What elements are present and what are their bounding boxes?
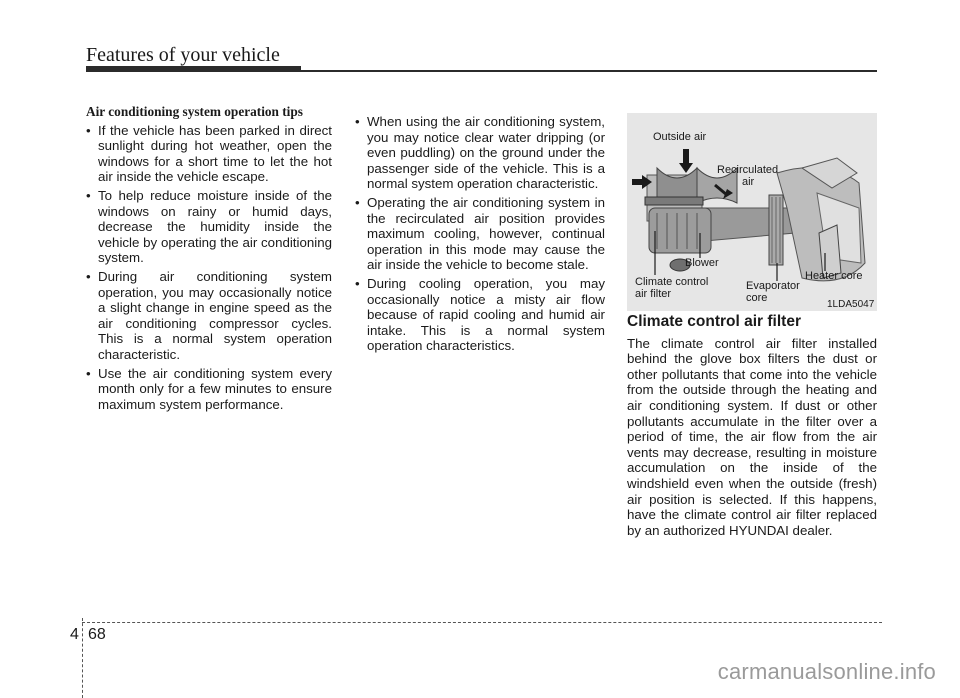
section-heading-ac-tips: Air conditioning system operation tips [86, 104, 303, 119]
filter-label-line-2: air filter [635, 288, 672, 300]
evaporator-label-line-1: Evaporator [746, 280, 800, 292]
air-filter-paragraph: The climate control air filter installed behind the glove box filters the dust or other pollutants that come into the vehicle from the outside through the heating and air conditioning system. If dust or other pollutants accumulate in the filter over a period of time, the air flow from the air vents may decrease, resulting in moisture accumulation on the inside of the windshield even when the outside (fresh) air position is selected. If this happens, have the climate control air filter replaced by an authorized HYUNDAI dealer. [627, 335, 877, 538]
outside-air-label: Outside air [653, 131, 707, 143]
list-item: • If the vehicle has been parked in direct sunlight during hot weather, open the windows for a short time to let the hot air inside the vehicle escape. [86, 123, 332, 185]
heater-core-label: Heater core [805, 270, 863, 282]
figure-code: 1LDA5047 [827, 299, 875, 310]
list-item: • During cooling operation, you may occasionally notice a misty air flow because of rapid cooling and humid air intake. This is a normal system operation characteristics. [355, 276, 605, 354]
list-item: • During air conditioning system operation, you may occasionally notice a slight change in engine speed as the air conditioning compressor cycles. This is a normal system operation characteristic. [86, 269, 332, 363]
ac-tips-list-continued [355, 114, 605, 354]
header-bar [86, 66, 301, 72]
page-number: 68 [88, 626, 106, 643]
column-middle [355, 114, 605, 357]
header-rule [301, 70, 877, 72]
recirculated-air-label-2: air [742, 176, 755, 188]
ac-tips-list [86, 123, 332, 413]
recirculated-air-label: Recirculated [717, 164, 779, 176]
list-item: • To help reduce moisture inside of the windows on rainy or humid days, decrease the humidity inside the vehicle by operating the air conditioning system. [86, 188, 332, 266]
filter-label-line-1: Climate control [635, 276, 709, 288]
list-item: • Use the air conditioning system every month only for a few minutes to ensure maximum system performance. [86, 366, 332, 413]
climate-system-diagram [627, 113, 877, 311]
footer-horizontal-rule [82, 622, 882, 623]
list-item: • Operating the air conditioning system in the recirculated air position provides maximum cooling, however, continual operation in this mode may cause the air inside the vehicle to become stale. [355, 195, 605, 273]
list-item: • When using the air conditioning system, you may notice clear water dripping (or even puddling) on the ground under the passenger side of the vehicle. This is a normal system operation characteristic. [355, 114, 605, 192]
watermark: carmanualsonline.info [717, 659, 936, 684]
column-right [627, 314, 877, 538]
chapter-number: 4 [70, 626, 79, 643]
blower-label: Blower [685, 257, 719, 269]
section-heading-air-filter: Climate control air filter [627, 313, 801, 330]
page-header-title: Features of your vehicle [86, 44, 280, 66]
footer-vertical-rule [82, 618, 83, 698]
column-left [86, 104, 332, 415]
evaporator-label-line-2: core [746, 292, 768, 304]
